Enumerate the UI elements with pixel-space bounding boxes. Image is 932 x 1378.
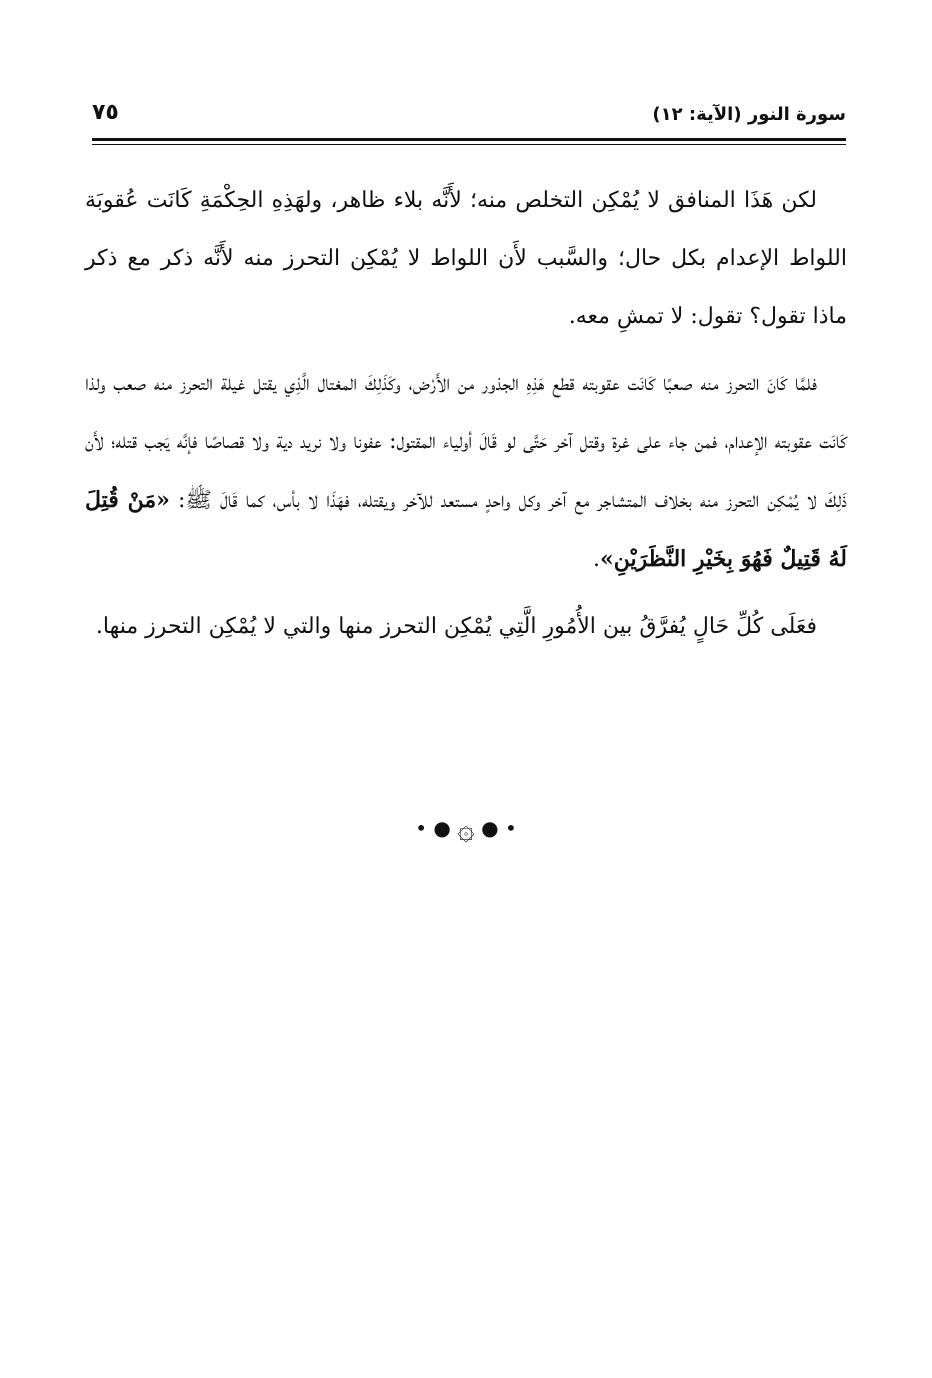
body-text xyxy=(85,172,847,656)
paragraph-1 xyxy=(85,172,847,346)
paragraph-3 xyxy=(85,598,847,656)
paragraph-2 xyxy=(85,355,847,589)
ornament-dots-right: ● • xyxy=(481,816,517,840)
header-rule-thin xyxy=(92,144,846,145)
header-rule-thick xyxy=(92,138,846,141)
paragraph-2-end: . xyxy=(593,547,601,572)
page-header xyxy=(92,98,846,132)
paragraph-1-text: لكن هَذَا المنافق لا يُمْكِن التخلص منه؛ لأَنَّه بلاء ظاهر، ولهَذِهِ الحِكْمَةِ كَانَت عُقوبَة اللواط الإعدام بكل حال؛ والسَّبب لأَن اللواط لا يُمْكِن التحرز منه لأَنَّه ذكر مع ذكر ماذا تقول؟ تقول: لا تمشِ معه. xyxy=(85,188,847,329)
page-number: ٧٥ xyxy=(92,100,119,125)
hadith-quote: «مَنْ قُتِلَ لَهُ قَتِيلٌ فَهُوَ بِخَيْرِ النَّظَرَيْنِ» xyxy=(85,487,847,572)
ornament-flower-icon: ۞ xyxy=(457,812,475,847)
running-title: سورة النور (الآية: ١٢) xyxy=(652,104,846,125)
section-ornament xyxy=(0,812,932,847)
ornament-dots-left: • ● xyxy=(415,816,451,840)
paragraph-3-text: فعَلَى كُلِّ حَالٍ يُفرَّقُ بين الأُمُورِ الَّتِي يُمْكِن التحرز منها والتي لا يُمْكِن التحرز منها. xyxy=(95,614,817,639)
paragraph-2-text: فلمَّا كَانَ التحرز منه صعبًا كَانَت عقوبته قطع هَذِهِ الجذور من الأَرْض، وكَذَلِكَ المغتال الَّذِي يقتل غيلة التحرز منه صعب ولذا كَانَت عقوبته الإعدام، فمن جاء على غرة وقتل آخر حَتَّى لو قَالَ أولياء المقتول: عفونا ولا نريد دية ولا قصاصًا فإنَّه يَجب قتله؛ لأَن ذَلِكَ لا يُمْكِن التحرز منه بخلاف المتشاجر مع آخر وكل واحدٍ مستعد للآخر ويقتله، فهَذَا لا بأس، كما قَالَ ﷺ: xyxy=(85,371,848,513)
